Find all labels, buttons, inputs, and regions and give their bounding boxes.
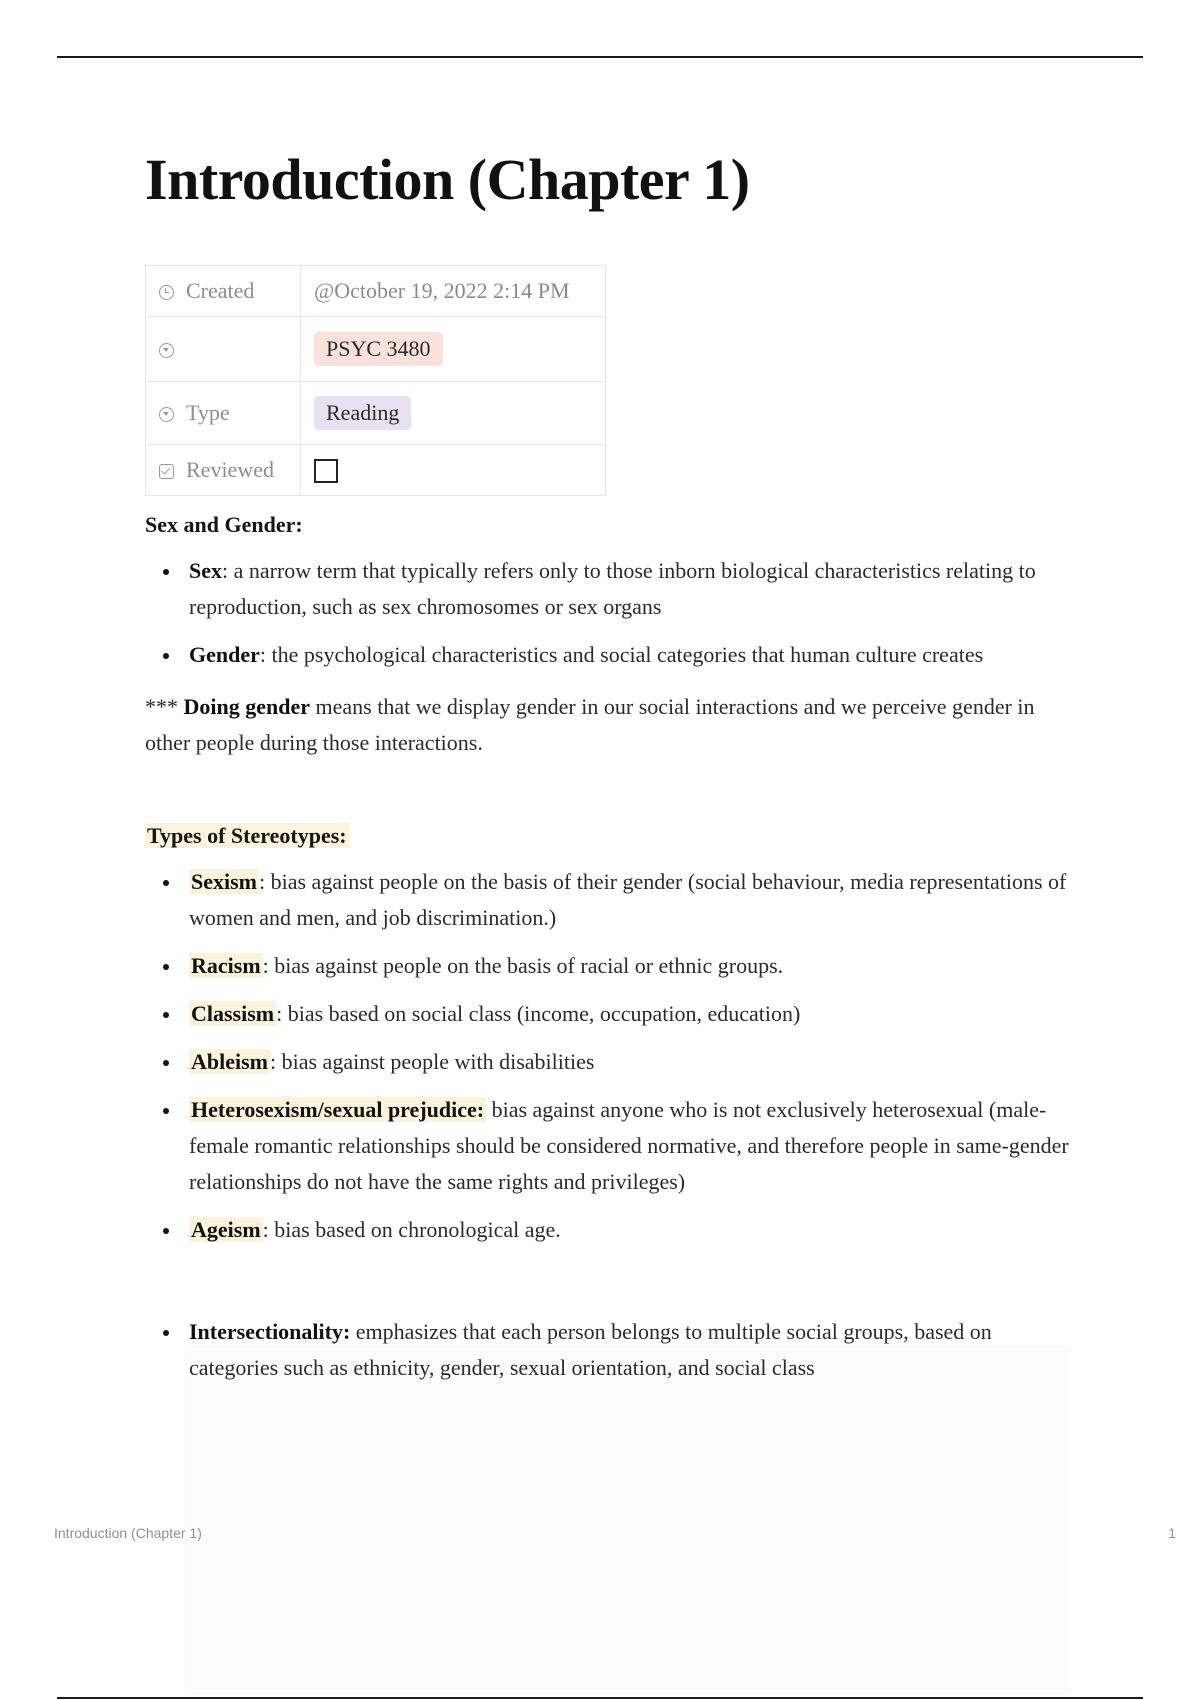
property-value-type[interactable]	[301, 382, 606, 445]
clock-icon	[159, 285, 174, 300]
properties-table	[145, 265, 606, 496]
stereotypes-heading	[145, 823, 1075, 849]
property-value-course[interactable]	[301, 317, 606, 382]
property-value-reviewed	[301, 445, 606, 496]
select-icon	[159, 343, 174, 358]
term: Ableism	[191, 1049, 268, 1074]
property-key-reviewed	[146, 445, 301, 496]
definition: : bias against people with disabilities	[270, 1049, 595, 1074]
select-icon	[159, 407, 174, 422]
top-rule	[57, 56, 1143, 58]
list-item	[145, 637, 1075, 673]
sex-gender-heading: Sex and Gender:	[145, 512, 303, 537]
page-content	[145, 140, 1075, 1386]
term: Intersectionality:	[189, 1319, 351, 1344]
created-value[interactable]: @October 19, 2022 2:14 PM	[301, 266, 606, 317]
sex-gender-list	[145, 553, 1075, 673]
page-title: Introduction (Chapter 1)	[145, 147, 750, 212]
bottom-rule	[57, 1697, 1143, 1699]
reviewed-label: Reviewed	[186, 457, 274, 482]
property-row-created	[146, 266, 606, 317]
page-number: 1	[1168, 1525, 1176, 1541]
stereotypes-list	[145, 864, 1075, 1248]
term: Classism	[191, 1001, 275, 1026]
property-row-type	[146, 382, 606, 445]
doing-gender-note	[145, 689, 1075, 761]
term: Heterosexism/sexual prejudice:	[191, 1097, 485, 1122]
definition: : a narrow term that typically refers only to those inborn biological characteristics relating to reproduction, such as sex chromosomes or sex organs	[189, 558, 1036, 619]
footer-title: Introduction (Chapter 1)	[54, 1525, 202, 1541]
note-prefix: ***	[145, 694, 184, 719]
definition: bias against anyone who is not exclusively heterosexual (male-female romantic relationships should be considered normative, and therefore people in same-gender relationships do not have the same rights and privileges)	[189, 1097, 1069, 1194]
term: Ageism	[191, 1217, 261, 1242]
property-key-created	[146, 266, 301, 317]
property-row-reviewed	[146, 445, 606, 496]
property-row-course	[146, 317, 606, 382]
list-item	[145, 553, 1075, 625]
list-item	[145, 1044, 1075, 1080]
intersectionality-list	[145, 1314, 1075, 1386]
definition: : bias based on chronological age.	[262, 1217, 561, 1242]
property-key-course	[146, 317, 301, 382]
list-item	[145, 1314, 1075, 1386]
term: Gender	[189, 642, 260, 667]
definition: : bias against people on the basis of their gender (social behaviour, media representations of women and men, and job discrimination.)	[189, 869, 1067, 930]
type-tag[interactable]: Reading	[314, 396, 411, 430]
note-text: means that we display gender in our social interactions and we perceive gender in other people during those interactions.	[145, 694, 1035, 755]
term: Racism	[191, 953, 261, 978]
note-term: Doing gender	[183, 694, 310, 719]
checkbox-property-icon	[159, 464, 174, 479]
created-label: Created	[186, 278, 255, 303]
list-item	[145, 1212, 1075, 1248]
reviewed-checkbox[interactable]	[314, 459, 338, 483]
list-item	[145, 1092, 1075, 1200]
definition: emphasizes that each person belongs to multiple social groups, based on categories such as ethnicity, gender, sexual orientation, and social class	[189, 1319, 992, 1380]
faint-background-block	[185, 1345, 1070, 1695]
type-label: Type	[186, 400, 230, 425]
course-tag[interactable]: PSYC 3480	[314, 332, 443, 366]
term: Sex	[189, 558, 222, 583]
definition: : bias based on social class (income, occupation, education)	[276, 1001, 801, 1026]
term: Sexism	[191, 869, 257, 894]
list-item	[145, 864, 1075, 936]
list-item	[145, 996, 1075, 1032]
list-item	[145, 948, 1075, 984]
definition: : bias against people on the basis of racial or ethnic groups.	[262, 953, 784, 978]
property-key-type	[146, 382, 301, 445]
definition: : the psychological characteristics and social categories that human culture creates	[259, 642, 984, 667]
highlighted-heading: Types of Stereotypes:	[147, 823, 347, 848]
